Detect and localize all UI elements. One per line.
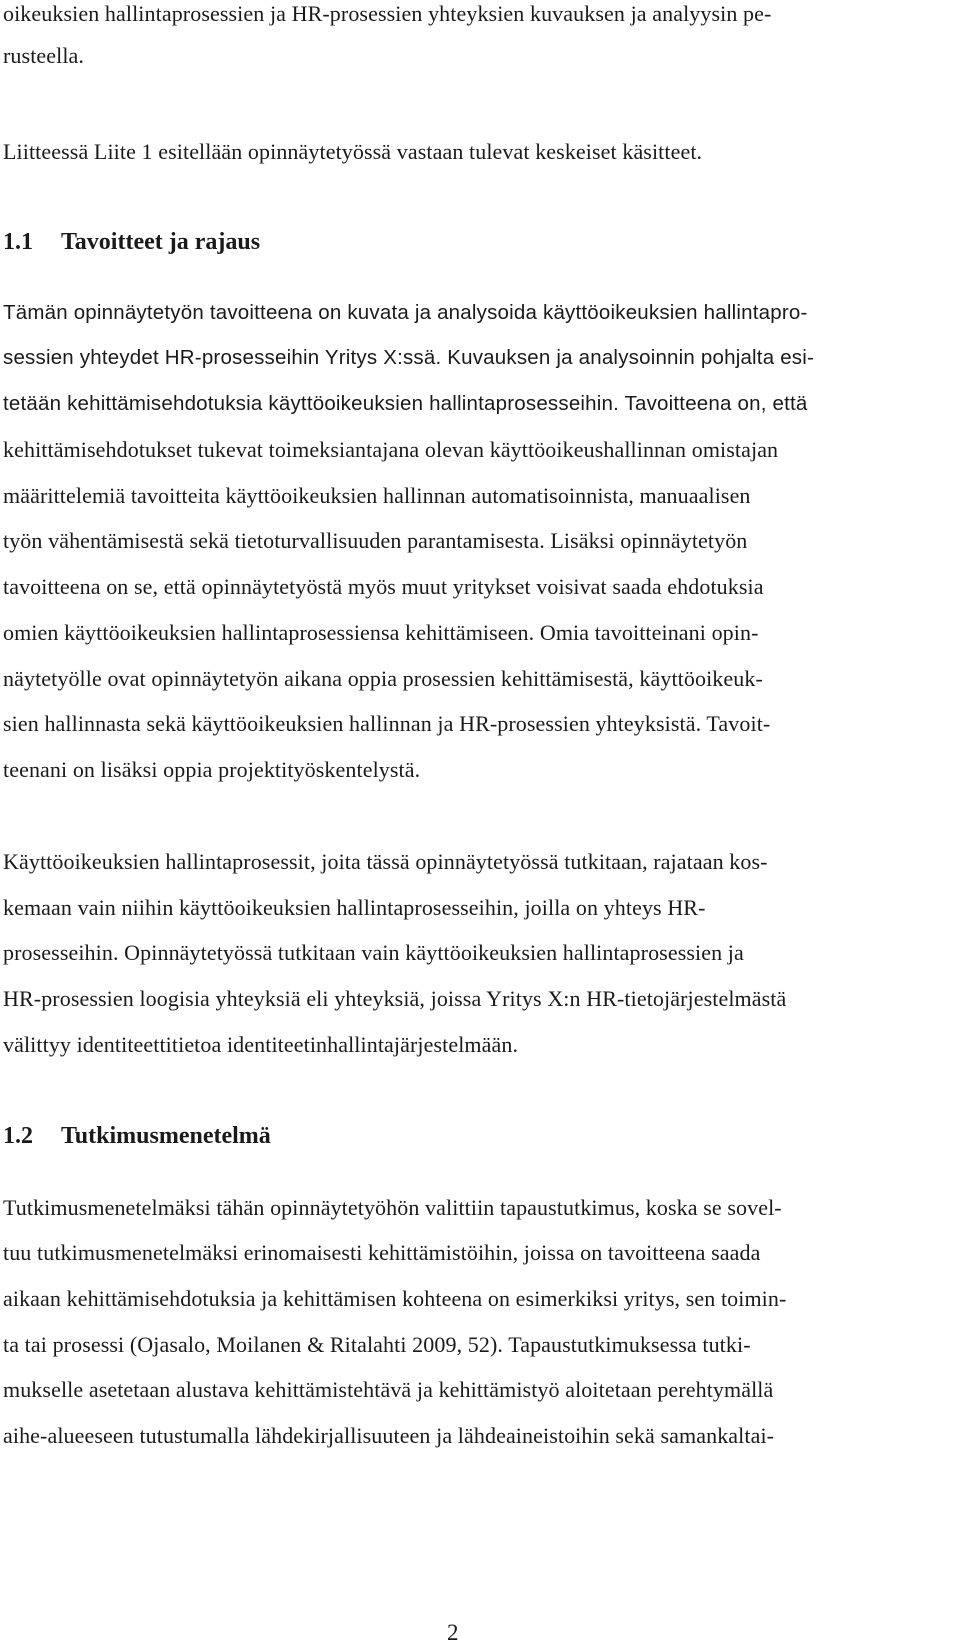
section-number: 1.1 [3,229,33,255]
paragraph-line: Käyttöoikeuksien hallintaprosessit, joita tässä opinnäytetyössä tutkitaan, rajataan kos- [3,849,768,874]
paragraph-line: kemaan vain niihin käyttöoikeuksien hallintaprosesseihin, joilla on yhteys HR- [3,895,706,920]
paragraph-line: aikaan kehittämisehdotuksia ja kehittämisen kohteena on esimerkiksi yritys, sen toimin- [3,1286,787,1311]
section-title: Tavoitteet ja rajaus [61,229,261,255]
paragraph-line: tetään kehittämisehdotuksia käyttöoikeuksien hallintaprosesseihin. Tavoitteena on, että [3,392,808,415]
paragraph-line: tavoitteena on se, että opinnäytetyöstä myös muut yritykset voisivat saada ehdotuksia [3,574,764,599]
section-heading [3,228,260,256]
paragraph-line: ta tai prosessi (Ojasalo, Moilanen & Ritalahti 2009, 52). Tapaustutkimuksessa tutki- [3,1332,751,1357]
section-title: Tutkimusmenetelmä [61,1123,271,1149]
paragraph-line: Tämän opinnäytetyön tavoitteena on kuvata ja analysoida käyttöoikeuksien hallintapro- [3,301,808,324]
paragraph-line: prosesseihin. Opinnäytetyössä tutkitaan vain käyttöoikeuksien hallintaprosessien ja [3,940,744,965]
paragraph-line: määrittelemiä tavoitteita käyttöoikeuksien hallinnan automatisoinnista, manuaalisen [3,483,751,508]
paragraph-line: kehittämisehdotukset tukevat toimeksiantajana olevan käyttöoikeushallinnan omistajan [3,437,779,462]
section-number: 1.2 [3,1123,33,1149]
paragraph-line: mukselle asetetaan alustava kehittämistehtävä ja kehittämistyö aloitetaan perehtymällä [3,1377,774,1402]
paragraph-line: HR-prosessien loogisia yhteyksiä eli yhteyksiä, joissa Yritys X:n HR-tietojärjestelmästä [3,986,787,1011]
paragraph-line: työn vähentämisestä sekä tietoturvallisuuden parantamisesta. Lisäksi opinnäytetyön [3,528,748,553]
paragraph-line: tuu tutkimusmenetelmäksi erinomaisesti kehittämistöihin, joissa on tavoitteena saada [3,1240,761,1265]
paragraph-line: omien käyttöoikeuksien hallintaprosessiensa kehittämiseen. Omia tavoitteinani opin- [3,620,759,645]
paragraph-line: teenani on lisäksi oppia projektityöskentelystä. [3,757,421,782]
paragraph-line: sien hallinnasta sekä käyttöoikeuksien hallinnan ja HR-prosessien yhteyksistä. Tavoit- [3,711,771,736]
paragraph-line: aihe-alueeseen tutustumalla lähdekirjallisuuteen ja lähdeaineistoihin sekä samankaltai- [3,1423,775,1448]
paragraph-line: rusteella. [3,43,85,68]
paragraph-line: sessien yhteydet HR-prosesseihin Yritys X:ssä. Kuvauksen ja analysoinnin pohjalta esi- [3,346,815,369]
paragraph-line: oikeuksien hallintaprosessien ja HR-prosessien yhteyksien kuvauksen ja analyysin pe- [3,1,772,26]
paragraph-line: näytetyölle ovat opinnäytetyön aikana oppia prosessien kehittämisestä, käyttöoikeuk- [3,666,763,691]
page-number: 2 [447,1620,459,1645]
paragraph-line: Tutkimusmenetelmäksi tähän opinnäytetyöhön valittiin tapaustutkimus, koska se sovel- [3,1195,782,1220]
paragraph-line: välittyy identiteettitietoa identiteetinhallintajärjestelmään. [3,1032,519,1057]
paragraph-line: Liitteessä Liite 1 esitellään opinnäytetyössä vastaan tulevat keskeiset käsitteet. [3,139,703,164]
section-heading [3,1122,271,1150]
